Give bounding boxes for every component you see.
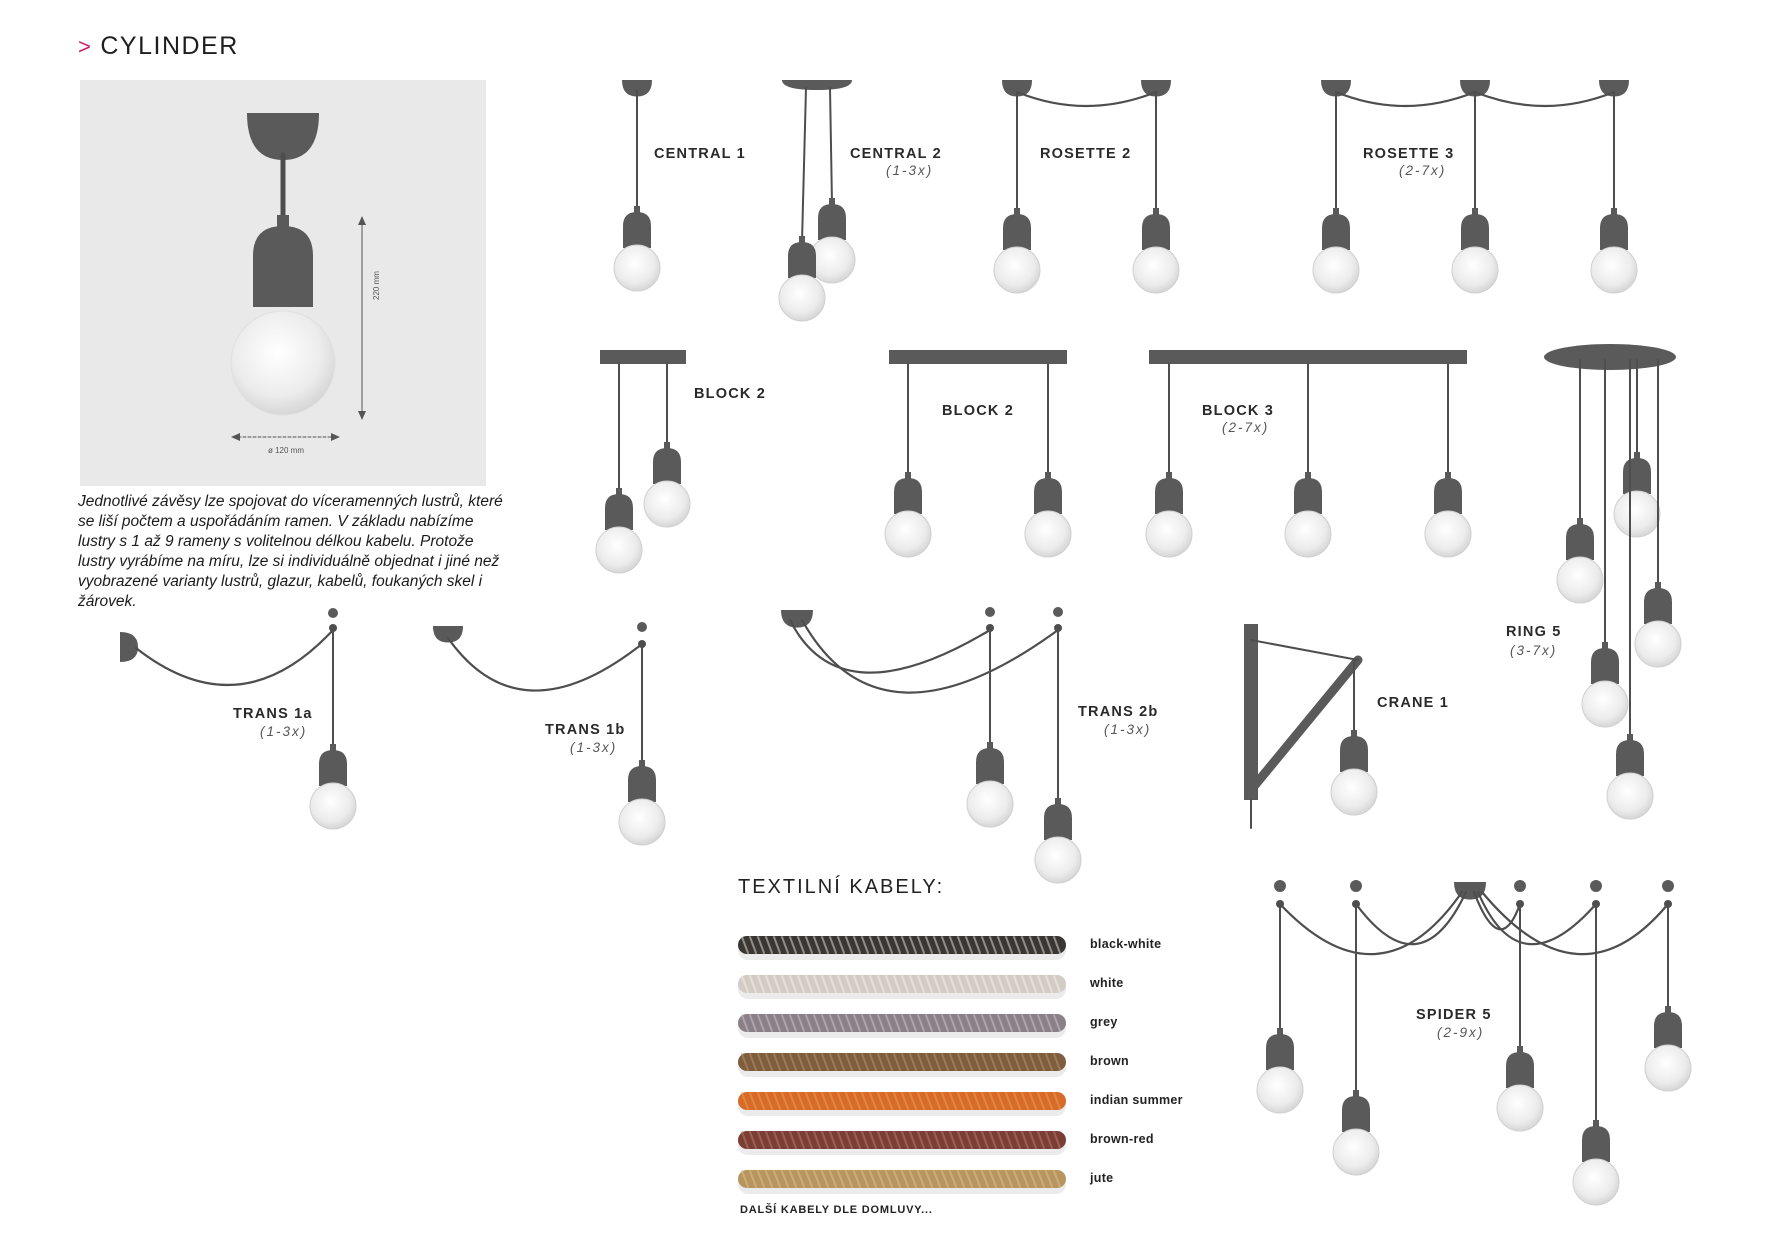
light-bulb [1452, 247, 1498, 293]
lamp-holder [1014, 208, 1020, 215]
pendant-lamp [1557, 518, 1603, 603]
light-bulb [1146, 511, 1192, 557]
label-trans-1a: TRANS 1a [233, 706, 313, 722]
label-block-3: BLOCK 3 [1202, 403, 1275, 419]
count-central-2: (1-3x) [886, 163, 934, 178]
cable [1017, 92, 1156, 106]
lamp-holder [664, 442, 670, 449]
lamp-shade [1342, 1096, 1370, 1132]
lamp-shade [1644, 588, 1672, 624]
cable-name-4: indian summer [1090, 1093, 1183, 1107]
hook [1590, 880, 1602, 892]
hook [1350, 880, 1362, 892]
light-bulb [1285, 511, 1331, 557]
lamp-holder [639, 760, 645, 767]
pendant-lamp [1591, 208, 1637, 293]
pendant-lamp [1614, 452, 1660, 537]
pendant-lamp [1133, 208, 1179, 293]
cable-name-3: brown [1090, 1054, 1129, 1068]
light-bulb [1614, 491, 1660, 537]
light-bulb [644, 481, 690, 527]
light-bulb [1035, 837, 1081, 883]
cable-swatch [738, 1092, 1066, 1116]
label-central-1: CENTRAL 1 [654, 146, 746, 162]
pendant-lamp [1607, 734, 1653, 819]
lamp-shade [1600, 214, 1628, 250]
hook [1274, 880, 1286, 892]
lamp-shade [1616, 740, 1644, 776]
pendant-lamp [1257, 1028, 1303, 1113]
light-bulb [967, 781, 1013, 827]
wall-bracket [1244, 624, 1258, 800]
cable-swatch [738, 1053, 1066, 1077]
pendant-lamp [614, 206, 660, 291]
lamp-holder [1665, 1006, 1671, 1013]
light-bulb [1573, 1159, 1619, 1205]
light-bulb [1133, 247, 1179, 293]
lamp-holder [1353, 1090, 1359, 1097]
lamp-shade [788, 242, 816, 278]
lamp-shade [1506, 1052, 1534, 1088]
light-bulb [1025, 511, 1071, 557]
light-bulb [1257, 1067, 1303, 1113]
description-text: Jednotlivé závěsy lze spojovat do víceramenných lustrů, které se liší počtem a uspořádáním ramen. V základu nabízíme lustry s 1 až 9 rameny s volitelnou délkou kabelu. Protože lustry vyrábíme na míru, lze si individuálně objednat i jiné než vyobrazené varianty lustrů, glazur, kabelů, foukaných skel i žárovek. [78, 493, 503, 610]
height-dimension-label: 220 mm [372, 271, 381, 300]
lamp-shade [605, 494, 633, 530]
lamp-shade [1582, 1126, 1610, 1162]
light-bulb [1607, 773, 1653, 819]
light-bulb [1425, 511, 1471, 557]
count-trans-1b: (1-3x) [570, 740, 618, 755]
lamp-shade [1434, 478, 1462, 514]
count-block-3: (2-7x) [1222, 420, 1270, 435]
cable [802, 88, 806, 242]
count-trans-2b: (1-3x) [1104, 722, 1152, 737]
lamp-holder [987, 742, 993, 749]
cable [448, 638, 642, 691]
lamp-shade [1461, 214, 1489, 250]
lamp-shade [1155, 478, 1183, 514]
lamp-shade [1654, 1012, 1682, 1048]
count-rosette-3: (2-7x) [1399, 163, 1447, 178]
hook [637, 622, 647, 632]
lamp-shade [1142, 214, 1170, 250]
hook [985, 607, 995, 617]
pendant-lamp [1645, 1006, 1691, 1091]
hook [1514, 880, 1526, 892]
lamp-holder [1517, 1046, 1523, 1053]
pendant-lamp [967, 742, 1013, 827]
label-crane-1: CRANE 1 [1377, 695, 1450, 711]
cable-name-6: jute [1090, 1171, 1114, 1185]
pendant-lamp [1146, 472, 1192, 557]
lamp-holder [634, 206, 640, 213]
pendant-lamp [1635, 582, 1681, 667]
cable-swatch [738, 1170, 1066, 1194]
cable [1478, 892, 1596, 944]
hook [1662, 880, 1674, 892]
lamp-holder [1655, 582, 1661, 589]
ceiling-block [1149, 350, 1467, 364]
pendant-lamp [1573, 1120, 1619, 1205]
light-bulb [994, 247, 1040, 293]
lamp-holder [1153, 208, 1159, 215]
page-title-text: CYLINDER [100, 32, 239, 60]
pendant-lamp [1333, 1090, 1379, 1175]
light-bulb [596, 527, 642, 573]
cable-swatch [738, 936, 1066, 960]
diameter-dimension-label: ø 120 mm [268, 446, 305, 455]
cable-name-5: brown-red [1090, 1132, 1154, 1146]
light-bulb [1582, 681, 1628, 727]
hook [1053, 607, 1063, 617]
lamp-holder [1577, 518, 1583, 525]
pendant-lamp [1425, 472, 1471, 557]
light-bulb [885, 511, 931, 557]
lamp-holder [1305, 472, 1311, 479]
cables-title: TEXTILNÍ KABELY: [738, 876, 945, 898]
lamp-shade [253, 226, 313, 307]
lamp-holder [829, 198, 835, 205]
label-rosette-3: ROSETTE 3 [1363, 146, 1455, 162]
lamp-shade [894, 478, 922, 514]
pendant-lamp [885, 472, 931, 557]
cable [1475, 92, 1614, 106]
lamp-holder [1593, 1120, 1599, 1127]
pendant-lamp [1331, 730, 1377, 815]
lamp-holder [1055, 798, 1061, 805]
lamp-holder [1277, 1028, 1283, 1035]
light-bulb [619, 799, 665, 845]
pendant-lamp [1452, 208, 1498, 293]
lamp-holder [616, 488, 622, 495]
cable [1356, 892, 1466, 944]
light-bulb [1331, 769, 1377, 815]
light-bulb [1591, 247, 1637, 293]
lamp-shade [1591, 648, 1619, 684]
ceiling-block [889, 350, 1067, 364]
label-central-2: CENTRAL 2 [850, 146, 942, 162]
cable-swatch [738, 1131, 1066, 1155]
cable-name-2: grey [1090, 1015, 1118, 1029]
cable-swatch [738, 1014, 1066, 1038]
cable [830, 88, 832, 204]
label-trans-2b: TRANS 2b [1078, 704, 1159, 720]
pendant-lamp [1497, 1046, 1543, 1131]
lamp-shade [653, 448, 681, 484]
canopy [781, 610, 813, 628]
cable [1336, 92, 1475, 106]
light-bulb [1645, 1045, 1691, 1091]
label-block-2-a: BLOCK 2 [694, 386, 767, 402]
pendant-lamp [310, 744, 356, 829]
count-trans-1a: (1-3x) [260, 724, 308, 739]
lamp-shade [976, 748, 1004, 784]
lamp-shade [623, 212, 651, 248]
lamp-shade [1340, 736, 1368, 772]
lamp-shade [1266, 1034, 1294, 1070]
count-ring-5: (3-7x) [1510, 643, 1558, 658]
cable [136, 630, 333, 685]
crane-wire [1251, 640, 1358, 660]
lamp-shade [1322, 214, 1350, 250]
lamp-shade [1623, 458, 1651, 494]
label-rosette-2: ROSETTE 2 [1040, 146, 1132, 162]
label-block-2-b: BLOCK 2 [942, 403, 1015, 419]
ceiling-block [600, 350, 686, 364]
lamp-shade [1003, 214, 1031, 250]
pendant-lamp [1285, 472, 1331, 557]
lamp-holder [1611, 208, 1617, 215]
lamp-shade [818, 204, 846, 240]
lamp-holder [905, 472, 911, 479]
lamp-holder [799, 236, 805, 243]
ceiling-ring [1544, 344, 1676, 370]
lamp-holder [1472, 208, 1478, 215]
cables-footnote: DALŠÍ KABELY DLE DOMLUVY... [740, 1204, 933, 1216]
lamp-holder [1445, 472, 1451, 479]
lamp-shade [1034, 478, 1062, 514]
light-bulb [1313, 247, 1359, 293]
label-ring-5: RING 5 [1506, 624, 1562, 640]
pendant-lamp [1025, 472, 1071, 557]
canopy [433, 626, 463, 643]
pendant-lamp [644, 442, 690, 527]
light-bulb [1557, 557, 1603, 603]
wall-mount [120, 632, 138, 662]
cable-swatch [738, 975, 1066, 999]
cable-name-1: white [1090, 976, 1124, 990]
lamp-shade [1294, 478, 1322, 514]
cable-name-0: black-white [1090, 937, 1162, 951]
light-bulb [614, 245, 660, 291]
label-spider-5: SPIDER 5 [1416, 1007, 1492, 1023]
chevron-right-icon: > [78, 34, 93, 59]
light-bulb [1333, 1129, 1379, 1175]
lamp-shade [319, 750, 347, 786]
lamp-holder [1627, 734, 1633, 741]
pendant-lamp [619, 760, 665, 845]
count-spider-5: (2-9x) [1437, 1025, 1485, 1040]
lamp-holder [1166, 472, 1172, 479]
light-bulb [1635, 621, 1681, 667]
pendant-lamp [994, 208, 1040, 293]
page-title [78, 32, 239, 61]
canopy [782, 80, 852, 90]
lamp-holder [1602, 642, 1608, 649]
light-bulb [310, 783, 356, 829]
pendant-lamp [1313, 208, 1359, 293]
light-bulb [779, 275, 825, 321]
light-bulb [231, 311, 335, 415]
light-bulb [1497, 1085, 1543, 1131]
lamp-shade [628, 766, 656, 802]
pendant-lamp [1582, 642, 1628, 727]
lamp-holder [1351, 730, 1357, 737]
lamp-holder [1045, 472, 1051, 479]
pendant-lamp [1035, 798, 1081, 883]
lamp-holder [1333, 208, 1339, 215]
lamp-shade [1566, 524, 1594, 560]
pendant-lamp [596, 488, 642, 573]
label-trans-1b: TRANS 1b [545, 722, 626, 738]
lamp-holder [330, 744, 336, 751]
lamp-holder [1634, 452, 1640, 459]
lamp-shade [1044, 804, 1072, 840]
cable [802, 620, 1058, 693]
